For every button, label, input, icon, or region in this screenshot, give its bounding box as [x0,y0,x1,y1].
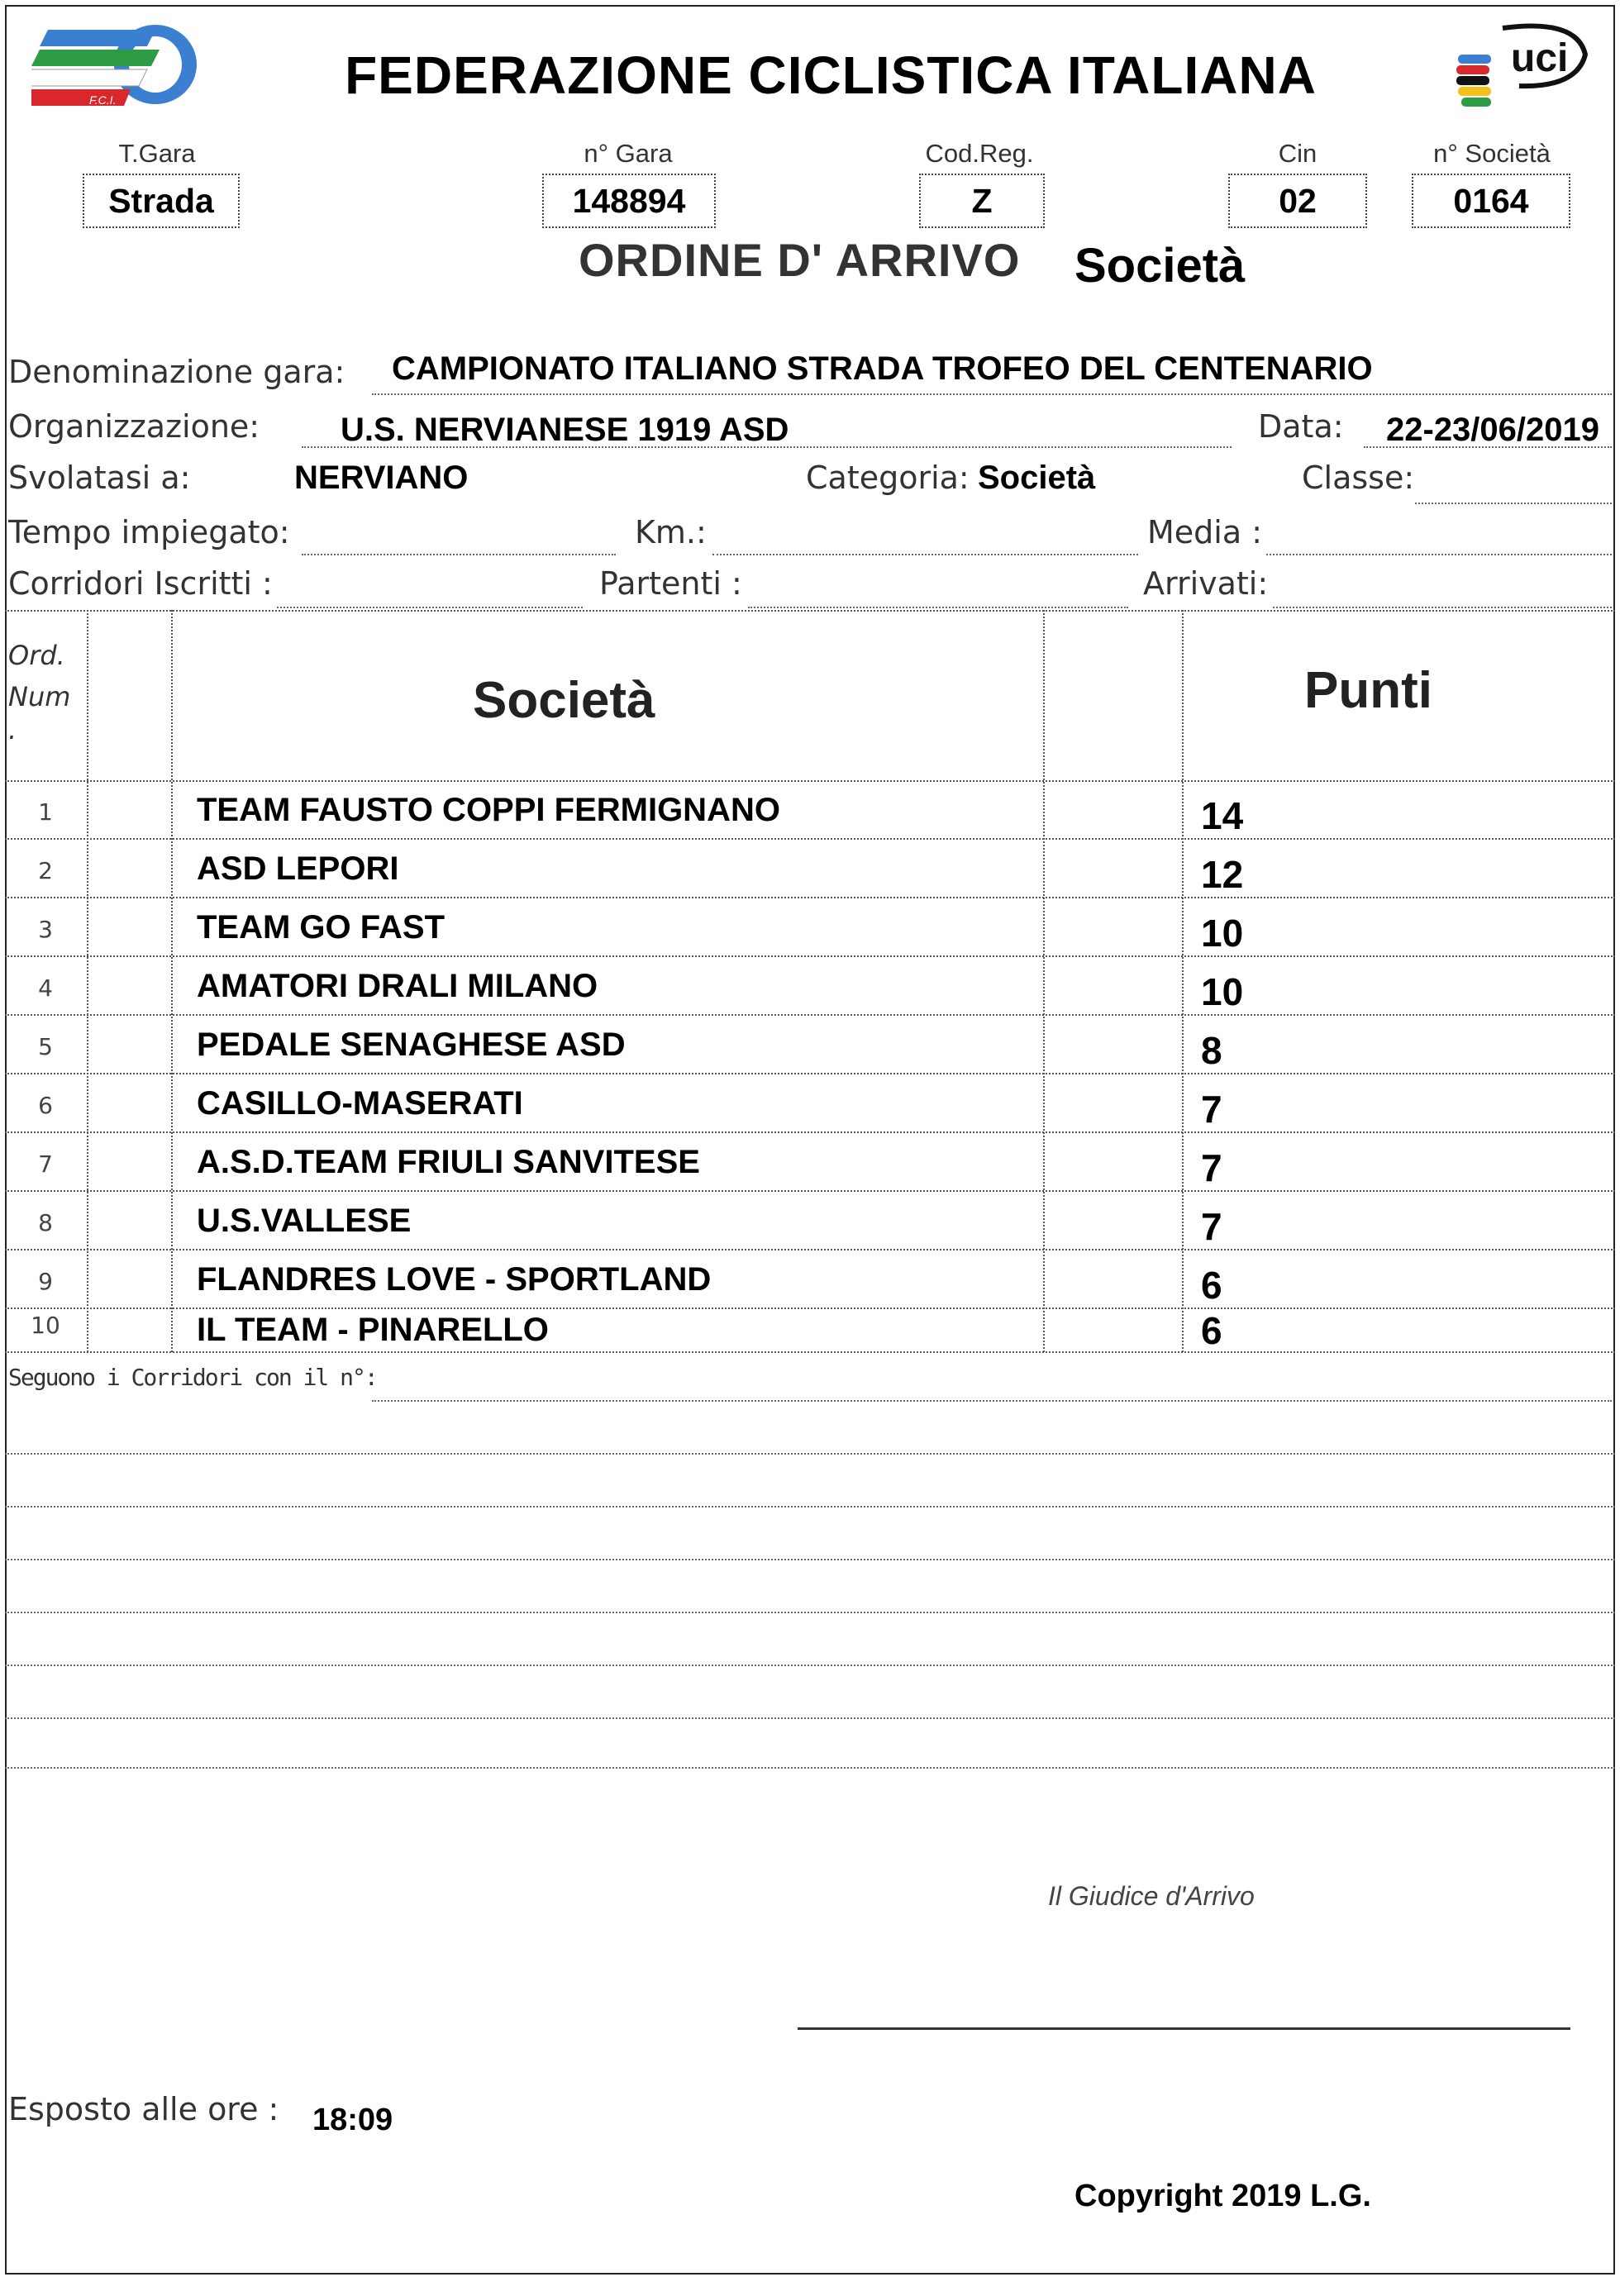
iscritti-label: Corridori Iscritti : [8,565,273,602]
cin-label: Cin [1278,139,1317,168]
signature-line [798,2027,1570,2030]
classe-label: Classe: [1302,460,1415,496]
row-punti: 10 [1201,970,1244,1013]
codreg-label: Cod.Reg. [925,139,1034,168]
blank-line [5,1559,1615,1560]
uci-logo [1453,21,1592,112]
row-punti: 7 [1201,1088,1222,1131]
denominazione-value: CAMPIONATO ITALIANO STRADA TROFEO DEL CENTENARIO [392,350,1373,387]
societa-column-header: Società [473,672,655,729]
blank-line [5,1453,1615,1455]
data-label: Data: [1258,408,1344,445]
row-number: 1 [38,798,53,826]
row-punti: 6 [1201,1309,1222,1352]
row-number: 4 [38,974,53,1002]
ordine-arrivo-heading: ORDINE D' ARRIVO [579,234,1021,286]
classe-line [1415,503,1612,504]
denominazione-label: Denominazione gara: [8,354,345,390]
row-societa: TEAM FAUSTO COPPI FERMIGNANO [197,792,780,828]
table-top-line [5,610,1615,612]
seguono-line [372,1400,1612,1402]
row-societa: IL TEAM - PINARELLO [197,1312,549,1348]
organizzazione-line [302,446,1232,448]
row-societa: PEDALE SENAGHESE ASD [197,1027,626,1063]
media-label: Media : [1147,514,1263,550]
punti-column-header: Punti [1304,662,1432,719]
table-row [0,1132,1620,1191]
arrivati-label: Arrivati: [1143,565,1269,602]
blank-line [5,1717,1615,1719]
row-number: 5 [38,1033,53,1060]
partenti-line [748,607,1128,608]
table-row [0,1074,1620,1132]
media-line [1266,554,1612,555]
row-societa: A.S.D.TEAM FRIULI SANVITESE [197,1144,700,1180]
row-number: 9 [38,1268,53,1295]
table-row [0,780,1620,839]
row-societa: U.S.VALLESE [197,1203,412,1239]
table-row [0,956,1620,1015]
svg-text:F.C.I.: F.C.I. [89,93,117,107]
data-value: 22-23/06/2019 [1386,412,1600,448]
row-punti: 12 [1201,853,1244,896]
row-number: 10 [31,1312,60,1339]
table-row [0,898,1620,956]
nsocieta-value: 0164 [1412,174,1570,228]
row-number: 8 [38,1209,53,1236]
codreg-value: Z [919,174,1045,228]
tempo-label: Tempo impiegato: [8,514,290,550]
classifica-type-heading: Società [1074,239,1246,293]
row-punti: 10 [1201,912,1244,955]
row-number: 3 [38,916,53,943]
row-societa: FLANDRES LOVE - SPORTLAND [197,1261,712,1298]
seguono-label: Seguono i Corridori con il n°: [8,1364,377,1391]
categoria-label: Categoria: [806,460,970,496]
blank-line [5,1506,1615,1508]
svolatasi-label: Svolatasi a: [8,460,191,496]
row-punti: 14 [1201,794,1244,837]
row-punti: 6 [1201,1264,1222,1307]
row-societa: TEAM GO FAST [197,909,445,946]
blank-line [5,1767,1615,1769]
ngara-label: n° Gara [584,139,673,168]
svg-text:uci: uci [1511,36,1569,80]
ord-num-header: Ord. Num . [8,640,71,745]
ngara-value: 148894 [542,174,716,228]
tgara-value: Strada [83,174,240,228]
nsocieta-label: n° Società [1433,139,1551,168]
row-societa: CASILLO-MASERATI [197,1085,523,1122]
partenti-label: Partenti : [599,565,742,602]
row-number: 2 [38,857,53,884]
row-punti: 7 [1201,1205,1222,1248]
row-societa: AMATORI DRALI MILANO [197,968,598,1004]
cin-value: 02 [1228,174,1367,228]
giudice-label: Il Giudice d'Arrivo [1048,1881,1255,1911]
arrivati-line [1273,607,1612,608]
km-line [712,554,1138,555]
organizzazione-label: Organizzazione: [8,408,260,445]
esposto-label: Esposto alle ore : [8,2091,279,2127]
data-line [1364,446,1612,448]
page-title: FEDERAZIONE CICLISTICA ITALIANA [345,45,1317,105]
tempo-line [302,554,616,555]
esposto-value: 18:09 [312,2103,393,2137]
table-row [0,1250,1620,1308]
table-row [0,1191,1620,1250]
copyright: Copyright 2019 L.G. [1074,2179,1371,2213]
row-number: 7 [38,1150,53,1178]
row-societa: ASD LEPORI [197,850,399,887]
iscritti-line [277,607,583,608]
blank-line [5,1612,1615,1613]
blank-line [5,1665,1615,1666]
table-row [0,1308,1620,1352]
tgara-label: T.Gara [118,139,196,168]
row-punti: 8 [1201,1029,1222,1072]
table-row [0,1015,1620,1074]
row-number: 6 [38,1092,53,1119]
denominazione-line [372,393,1612,395]
svolatasi-value: NERVIANO [294,460,469,496]
row-punti: 7 [1201,1146,1222,1189]
organizzazione-value: U.S. NERVIANESE 1919 ASD [341,412,789,448]
categoria-value: Società [978,460,1096,496]
km-label: Km.: [635,514,707,550]
table-row [0,839,1620,898]
